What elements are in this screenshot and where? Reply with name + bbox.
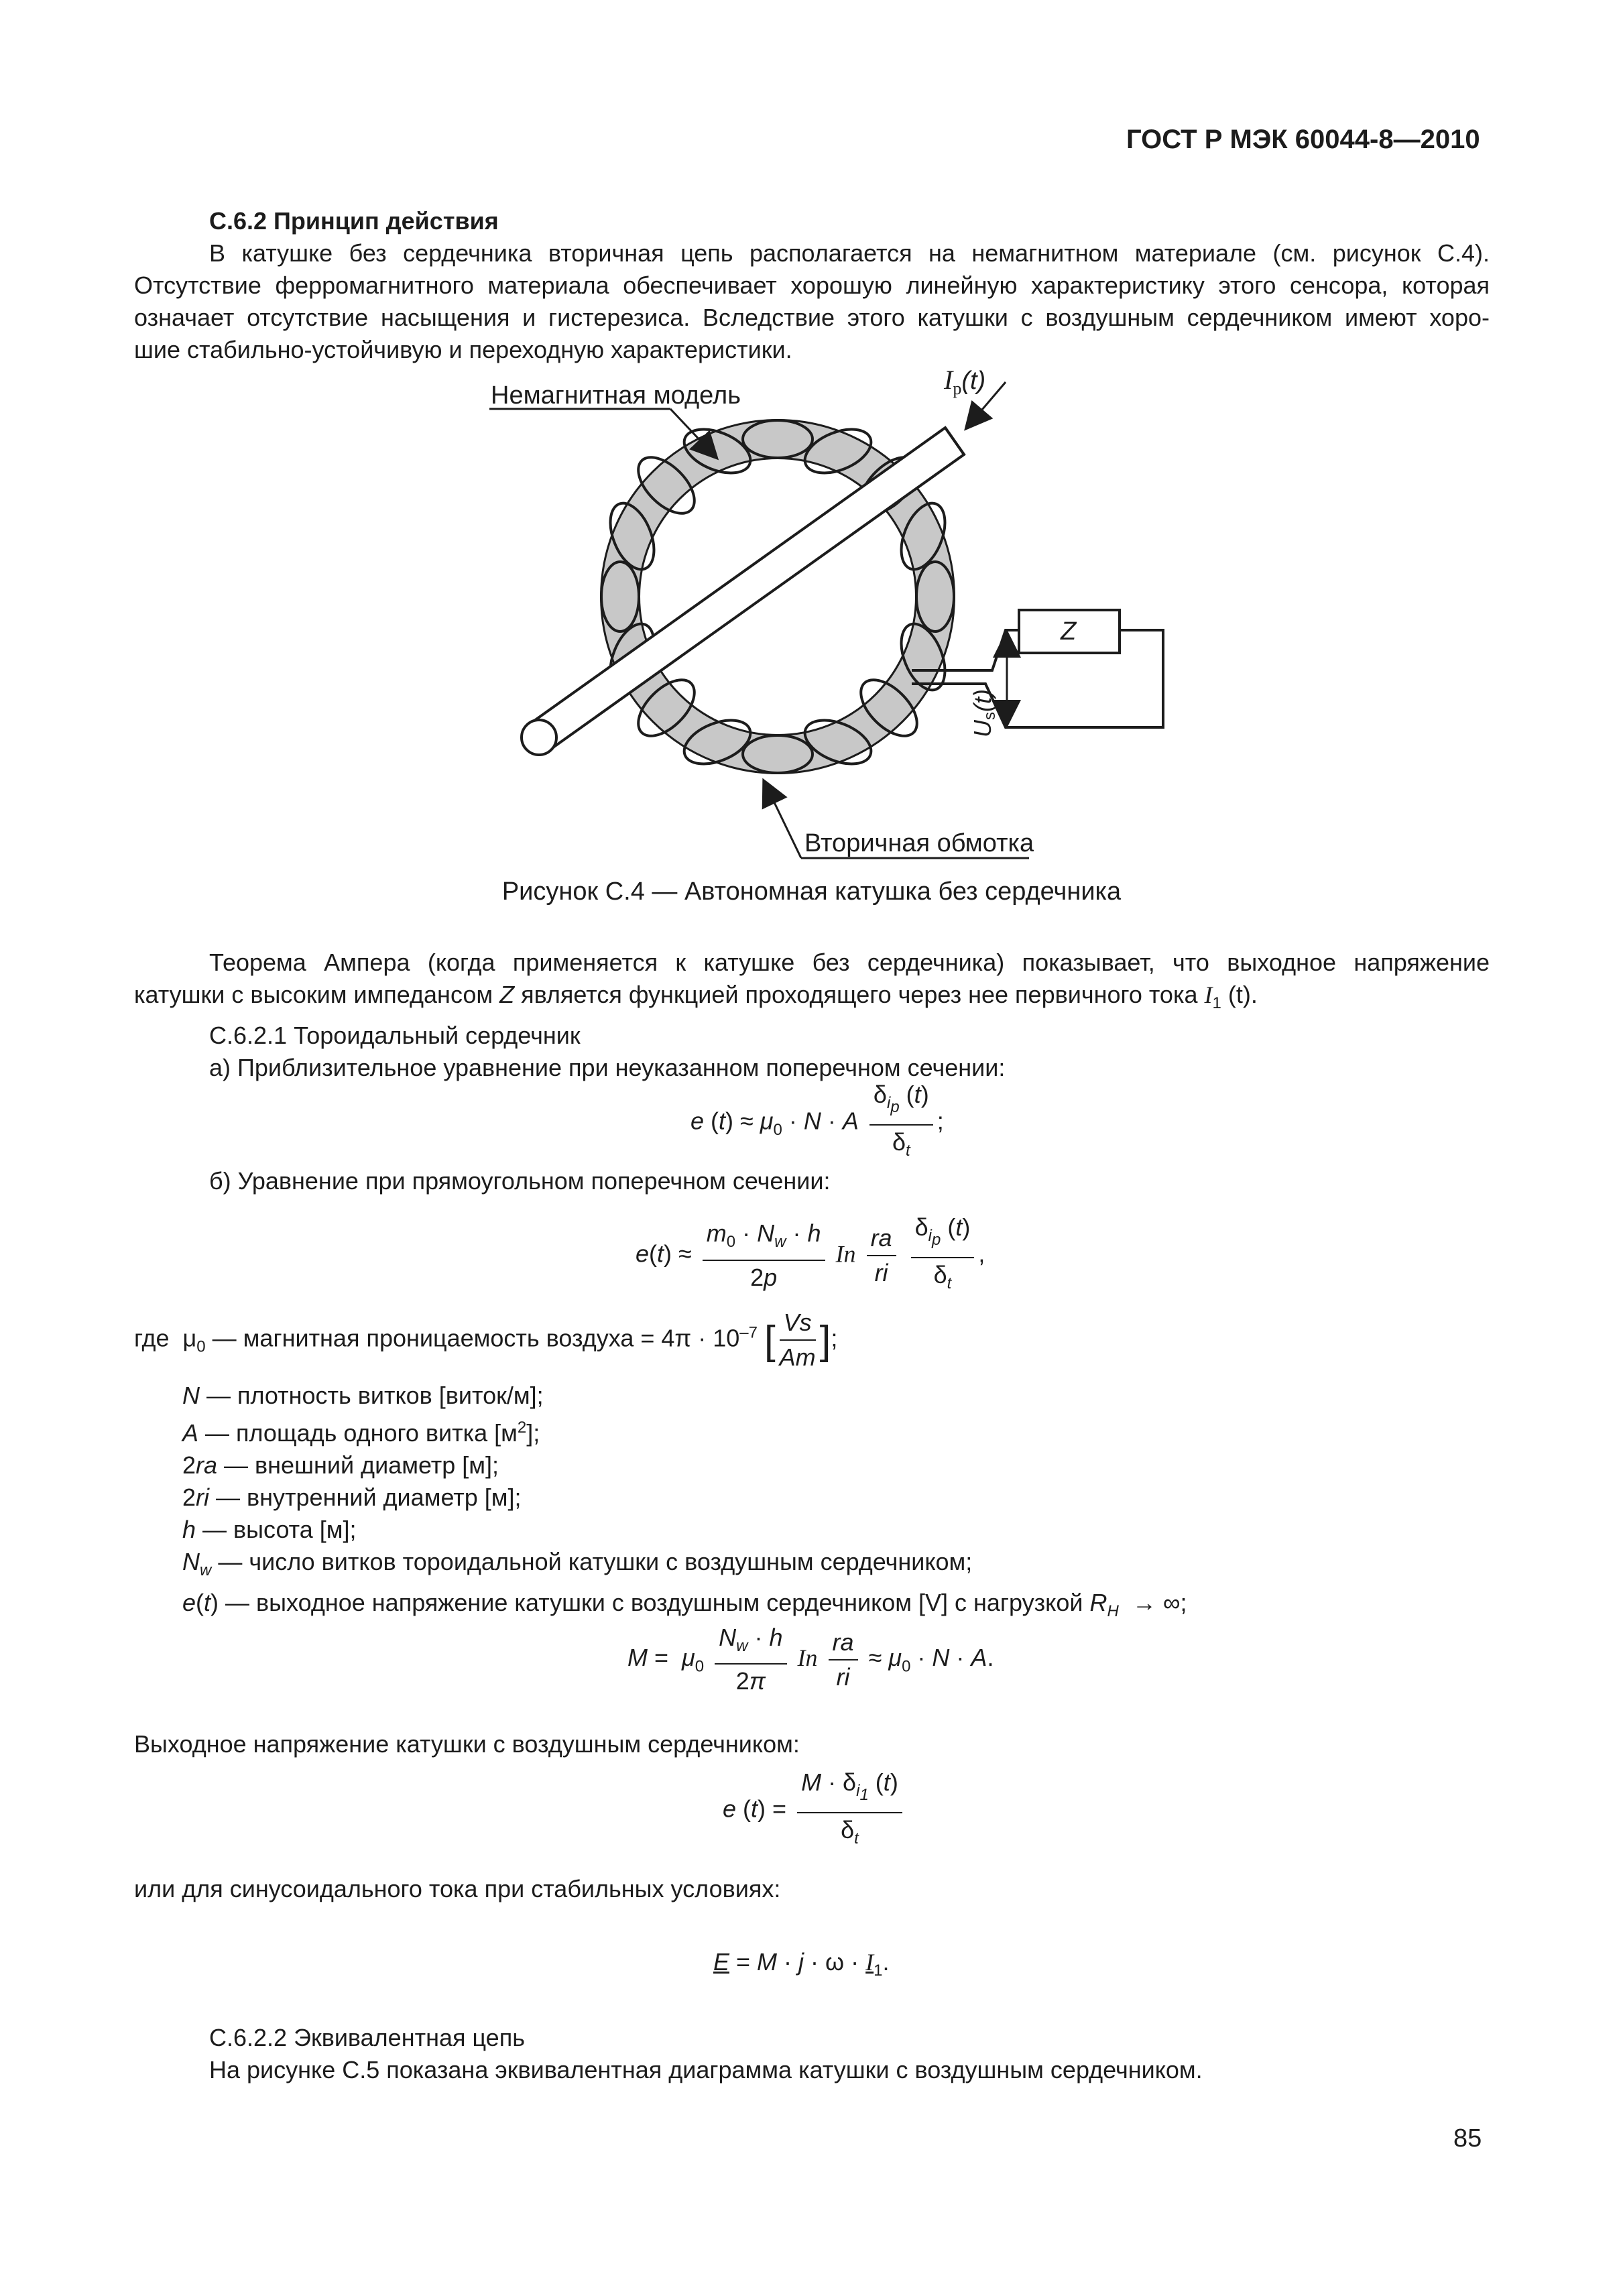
- figure-air-core-coil: [469, 362, 1180, 871]
- output-voltage-text: Выходное напряжение катушки с воздушным сердечником:: [134, 1730, 800, 1758]
- sinusoidal-text: или для синусоидального тока при стабильных условиях:: [134, 1875, 781, 1902]
- label-load-z: Z: [1061, 617, 1077, 646]
- label-output-voltage: Us(t): [969, 689, 999, 737]
- equation-rectangular: e(t) ≈ $\frac{m_0 \cdot N_w \cdot h}{2p}$ In $\frac{ra}{ri}$ $\frac{\delta_{i_p} (t)}{\delta_t}$ ,: [636, 1213, 985, 1293]
- para-line-4: шие стабильно-устойчивую и переходную характеристики.: [134, 336, 792, 363]
- def-item-h: h — высота [м];: [182, 1516, 357, 1543]
- label-primary-current: $I_p(t)$: [944, 365, 986, 398]
- def-item-a: A — площадь одного витка $[м^2]$;: [182, 1418, 540, 1447]
- para-line-2: Отсутствие ферромагнитного материала обеспечивает хорошую линейную характеристику этого сенсора, которая: [134, 271, 1490, 299]
- figure-caption: Рисунок С.4 — Автономная катушка без сердечника: [501, 878, 1122, 906]
- where-mu0-line: где $\mu_0$ — магнитная проницаемость воздуха = $4\pi \cdot 10^{-7}$ [ $\frac{Vs}{Am}$ ];: [134, 1309, 838, 1371]
- definitions-list: [182, 1380, 1456, 1628]
- equivalent-text: На рисунке С.5 показана эквивалентная диаграмма катушки с воздушным сердечником.: [209, 2056, 1203, 2083]
- para-line-1: В катушке без сердечника вторичная цепь располагается на немагнитном материале (см. рисунок С.4).: [209, 239, 1490, 267]
- label-nonmagnetic-model: Немагнитная модель: [491, 381, 741, 410]
- toroid-item-a: а) Приблизительное уравнение при неуказанном поперечном сечении:: [209, 1054, 1006, 1082]
- equation-mutual-inductance: $M = \mu_0$ $\frac{N_w \cdot h}{2\pi}$ In $\frac{ra}{ri}$ ≈ $\mu_0 \cdot N \cdot A$.: [627, 1624, 994, 1695]
- page-number: 85: [1453, 2124, 1482, 2153]
- equation-output-voltage: e (t) = $\frac{M \cdot \delta_{i_1} (t)}{\delta_t}$: [723, 1767, 906, 1854]
- def-item-ra: 2ra — внешний диаметр [м];: [182, 1451, 499, 1479]
- intro-paragraph: [134, 237, 1490, 366]
- equation-approximate: e $(t) \approx \mu_0 \cdot N \cdot A$ $\frac{\delta_{i_p} (t)}{\delta_t}$ ;: [690, 1081, 944, 1160]
- equivalent-heading: С.6.2.2 Эквивалентная цепь: [209, 2024, 525, 2051]
- section-heading: С.6.2 Принцип действия: [209, 207, 499, 235]
- toroid-heading: С.6.2.1 Тороидальный сердечник: [209, 1022, 581, 1050]
- ampere-line-2: катушки с высоким импедансом Z является функцией проходящего через нее первичного тока $I_1$ (t).: [134, 981, 1258, 1013]
- equation-sinusoidal: $E = M \cdot j \cdot \omega \cdot I_1$.: [713, 1948, 890, 1980]
- def-item-et: e(t) — выходное напряжение катушки с воздушным сердечником [V] с нагрузкой $R_H$ → ∞;: [182, 1589, 1187, 1621]
- para-line-3: означает отсутствие насыщения и гистерезиса. Вследствие этого катушки с воздушным сердечником имеют хоро-: [134, 304, 1490, 331]
- winding-leader-line: [764, 782, 801, 858]
- def-item-ri: 2ri — внутренний диаметр [м];: [182, 1484, 522, 1511]
- ampere-paragraph: [134, 947, 1490, 1084]
- def-item-n: N — плотность витков [виток/м];: [182, 1382, 544, 1409]
- ampere-line-1: Теорема Ампера (когда применяется к катушке без сердечника) показывает, что выходное напряжение: [209, 949, 1490, 976]
- def-item-nw: $N_w$ — число витков тороидальной катушки с воздушным сердечником;: [182, 1548, 973, 1580]
- document-id: ГОСТ Р МЭК 60044-8—2010: [1126, 125, 1480, 154]
- label-secondary-winding: Вторичная обмотка: [804, 829, 1034, 857]
- toroid-item-b: б) Уравнение при прямоугольном поперечном сечении:: [209, 1167, 831, 1195]
